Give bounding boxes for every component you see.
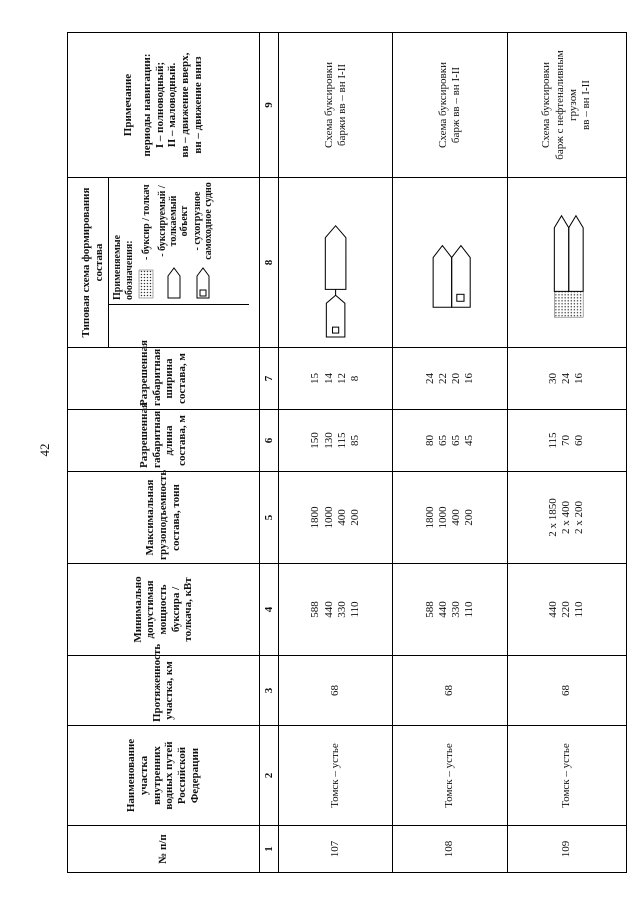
length-value: 45 bbox=[463, 435, 476, 446]
width-value: 12 bbox=[335, 373, 348, 384]
row-note bbox=[507, 33, 626, 178]
capacity-value: 2 x 400 bbox=[560, 501, 573, 534]
width-value: 15 bbox=[309, 373, 322, 384]
table-row-108 bbox=[393, 33, 507, 873]
table-row-107 bbox=[279, 33, 393, 873]
row-max-width bbox=[279, 348, 393, 410]
capacity-value: 400 bbox=[335, 509, 348, 526]
note-title: Примечание bbox=[122, 73, 135, 137]
row-section: Томск – устье bbox=[507, 726, 626, 826]
length-value: 115 bbox=[335, 432, 348, 449]
power-value: 588 bbox=[309, 601, 322, 618]
row-power bbox=[507, 564, 626, 656]
col-number: 8 bbox=[259, 178, 279, 348]
note-line-2: I – полноводный; bbox=[153, 61, 166, 149]
tug-pushing-two-tank-barges-icon bbox=[508, 178, 626, 347]
power-value: 220 bbox=[560, 601, 573, 618]
note-line: баржи вв – вн I-II bbox=[335, 63, 348, 147]
width-value: 22 bbox=[436, 373, 449, 384]
table-row-109 bbox=[507, 33, 626, 873]
page-number: 42 bbox=[37, 443, 52, 457]
length-value: 85 bbox=[348, 435, 361, 446]
col-number: 2 bbox=[259, 726, 279, 826]
note-line: барж вв – вн I-II bbox=[449, 66, 462, 144]
width-value: 14 bbox=[322, 373, 335, 384]
tow-single-barge-icon bbox=[279, 178, 392, 347]
header-power: Минимально допустимая мощность буксира / толкача, кВт bbox=[68, 564, 260, 656]
width-value: 16 bbox=[463, 373, 476, 384]
row-length: 68 bbox=[393, 656, 507, 726]
note-line: Схема буксировки bbox=[540, 62, 553, 148]
length-value: 70 bbox=[560, 435, 573, 446]
width-value: 30 bbox=[547, 373, 560, 384]
row-section: Томск – устье bbox=[393, 726, 507, 826]
row-max-width bbox=[393, 348, 507, 410]
self-propelled-vessel-swatch-icon bbox=[194, 266, 212, 300]
note-line-3: II – маловодный. bbox=[166, 62, 179, 148]
row-power bbox=[279, 564, 393, 656]
tug-swatch-icon bbox=[137, 266, 155, 300]
capacity-value: 2 x 200 bbox=[573, 501, 586, 534]
col-number: 4 bbox=[259, 564, 279, 656]
power-value: 110 bbox=[573, 601, 586, 618]
row-capacity bbox=[507, 472, 626, 564]
col-number: 7 bbox=[259, 348, 279, 410]
row-note bbox=[279, 33, 393, 178]
row-num: 109 bbox=[507, 826, 626, 873]
header-note bbox=[68, 33, 260, 178]
width-value: 20 bbox=[449, 373, 462, 384]
legend-label-selfpropelled: - сухогрузное самоходное судно bbox=[192, 182, 215, 260]
scheme-diagram-109 bbox=[507, 178, 626, 348]
capacity-value: 1800 bbox=[423, 506, 436, 529]
width-value: 8 bbox=[348, 375, 361, 382]
width-value: 24 bbox=[423, 373, 436, 384]
header-scheme bbox=[68, 178, 260, 348]
capacity-value: 400 bbox=[449, 509, 462, 526]
row-capacity bbox=[279, 472, 393, 564]
length-value: 80 bbox=[423, 435, 436, 446]
length-value: 60 bbox=[573, 435, 586, 446]
header-row bbox=[68, 33, 260, 873]
width-value: 24 bbox=[560, 373, 573, 384]
power-value: 330 bbox=[335, 601, 348, 618]
note-line-5: вн – движение вниз bbox=[191, 56, 204, 154]
note-line: барж с нефтеналивным bbox=[553, 50, 566, 160]
length-value: 65 bbox=[436, 435, 449, 446]
legend-item-selfpropelled bbox=[192, 182, 214, 300]
header-max-length: Разрешенная габаритная длина состава, м bbox=[68, 410, 260, 472]
row-capacity bbox=[393, 472, 507, 564]
length-value: 115 bbox=[547, 432, 560, 449]
col-number: 5 bbox=[259, 472, 279, 564]
legend-item-tug bbox=[137, 182, 155, 300]
row-max-width bbox=[507, 348, 626, 410]
capacity-value: 1000 bbox=[322, 506, 335, 529]
header-length: Протяженность участка, км bbox=[68, 656, 260, 726]
legend-item-barge bbox=[157, 182, 190, 300]
note-line: Схема буксировки bbox=[436, 62, 449, 148]
self-propelled-with-barge-icon bbox=[393, 178, 506, 347]
scheme-diagram-108 bbox=[393, 178, 507, 348]
header-num: № п/п bbox=[68, 826, 260, 873]
power-value: 330 bbox=[449, 601, 462, 618]
col-number: 3 bbox=[259, 656, 279, 726]
column-number-row bbox=[259, 33, 279, 873]
row-length: 68 bbox=[279, 656, 393, 726]
row-num: 108 bbox=[393, 826, 507, 873]
row-max-length bbox=[393, 410, 507, 472]
header-max-width: Разрешенная габаритная ширина состава, м bbox=[68, 348, 260, 410]
note-line: вв – вн I-II bbox=[579, 80, 592, 130]
capacity-value: 1000 bbox=[436, 506, 449, 529]
col-number: 9 bbox=[259, 33, 279, 178]
row-note bbox=[393, 33, 507, 178]
legend-title: Применяемые обозначения: bbox=[112, 234, 135, 300]
col-number: 1 bbox=[259, 826, 279, 873]
col-number: 6 bbox=[259, 410, 279, 472]
row-max-length bbox=[279, 410, 393, 472]
row-length: 68 bbox=[507, 656, 626, 726]
row-section: Томск – устье bbox=[279, 726, 393, 826]
power-value: 440 bbox=[322, 601, 335, 618]
capacity-value: 200 bbox=[348, 509, 361, 526]
row-power bbox=[393, 564, 507, 656]
row-max-length bbox=[507, 410, 626, 472]
header-section: Наименование участка внутренних водных путей Российской Федерации bbox=[68, 726, 260, 826]
power-value: 440 bbox=[436, 601, 449, 618]
capacity-value: 1800 bbox=[309, 506, 322, 529]
legend-swatch-column bbox=[109, 304, 249, 347]
note-line: Схема буксировки bbox=[322, 62, 335, 148]
power-value: 588 bbox=[423, 601, 436, 618]
row-num: 107 bbox=[279, 826, 393, 873]
scheme-title: Типовая схема формирования состава bbox=[77, 178, 109, 347]
header-capacity: Максимальная грузоподъемность состава, тонн bbox=[68, 472, 260, 564]
rotated-page bbox=[67, 33, 627, 873]
power-value: 110 bbox=[463, 601, 476, 618]
power-value: 440 bbox=[547, 601, 560, 618]
note-line-1: периоды навигации: bbox=[140, 53, 153, 157]
length-value: 150 bbox=[309, 432, 322, 449]
width-value: 16 bbox=[573, 373, 586, 384]
length-value: 65 bbox=[449, 435, 462, 446]
power-value: 110 bbox=[348, 601, 361, 618]
note-line-4: вв – движение вверх, bbox=[178, 52, 191, 158]
legend-label-tug: - буксир / толкач bbox=[140, 184, 152, 260]
legend-label-barge: - буксируемый / толкаемый объект bbox=[157, 185, 191, 257]
barge-swatch-icon bbox=[165, 266, 183, 300]
note-line: грузом bbox=[566, 89, 579, 121]
towing-schemes-table bbox=[67, 32, 627, 873]
scheme-diagram-107 bbox=[279, 178, 393, 348]
capacity-value: 2 x 1850 bbox=[547, 498, 560, 537]
capacity-value: 200 bbox=[463, 509, 476, 526]
length-value: 130 bbox=[322, 432, 335, 449]
